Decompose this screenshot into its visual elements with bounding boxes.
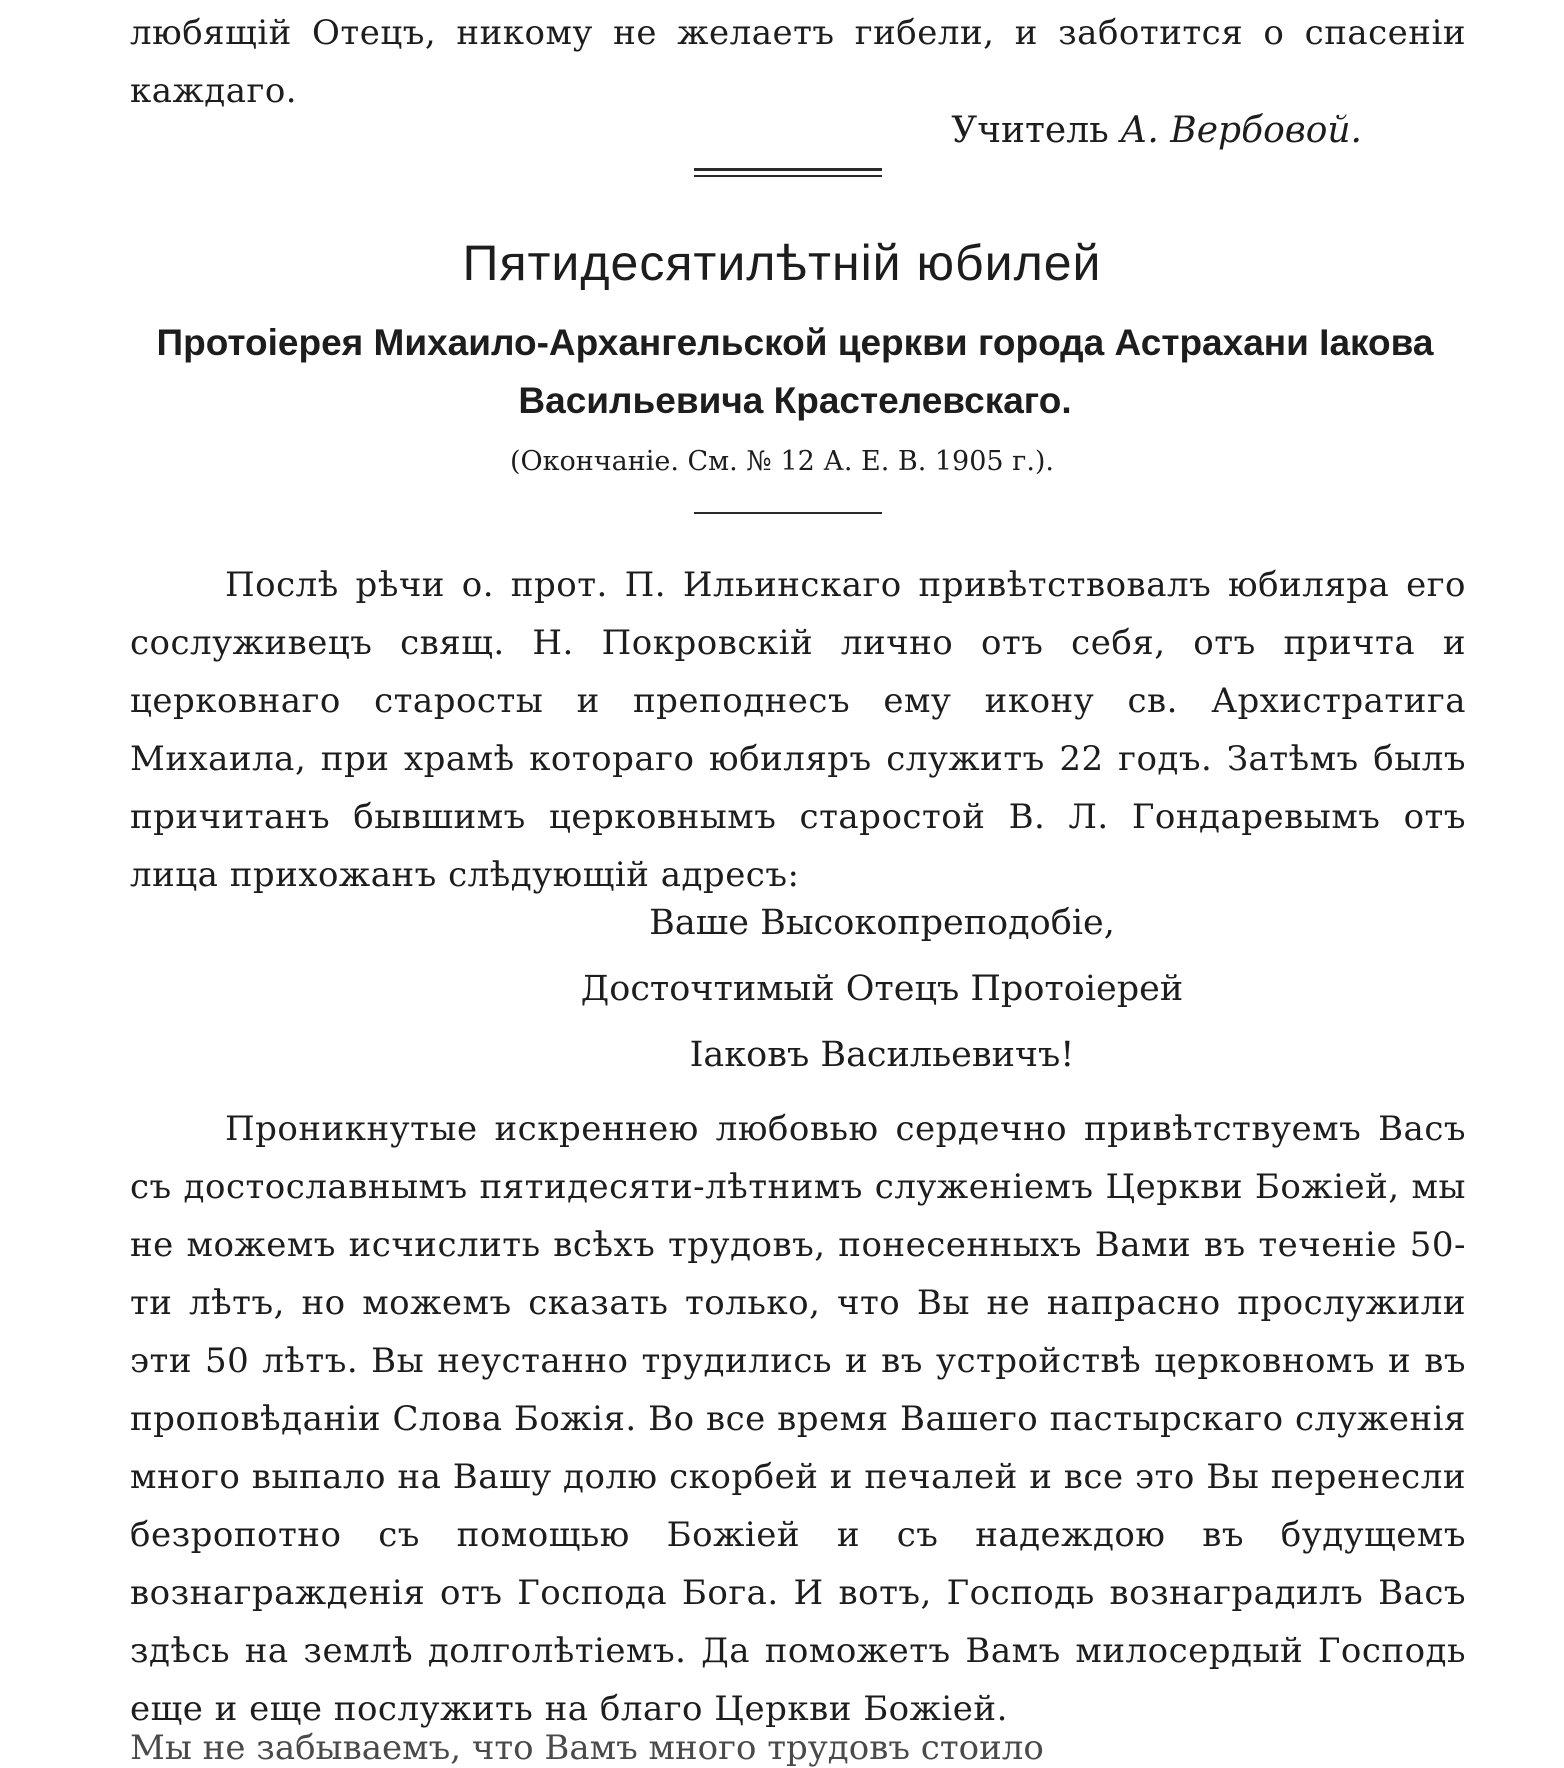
signature-name: А. Вербовой.	[1120, 110, 1362, 151]
salutation-line-1: Ваше Высокопреподобіе,	[649, 903, 1115, 943]
top-paragraph: любящій Отецъ, никому не желаетъ гибели, и заботится о спасеніи каждаго.	[130, 13, 1466, 111]
separator-rule-middle	[694, 512, 882, 514]
salutation-line-3: Іаковъ Васильевичъ!	[689, 1035, 1075, 1075]
paragraph-speech: Послѣ рѣчи о. прот. П. Ильинскаго привѣтствовалъ юбиляра его сослуживецъ свящ. Н. Покровскій лично отъ себя, отъ причта и церковнаго старосты и преподнесъ ему икону св. Архистратига Михаила, при храмѣ котораго юбиляръ служитъ 22 годъ. Затѣмъ былъ причитанъ бывшимъ церковнымъ старостой В. Л. Гондаревымъ отъ лица прихожанъ слѣдующій адресъ:	[130, 565, 1466, 895]
article-subtitle: Протоіерея Михаило-Архангельской церкви города Астрахани Іакова Васильевича Крастелевскаго.	[156, 322, 1434, 421]
signature-role: Учитель	[951, 110, 1109, 151]
separator-rule-top	[694, 168, 882, 171]
continuation-note: (Окончаніе. См. № 12 А. Е. В. 1905 г.).	[509, 446, 1055, 477]
cut-off-line: Мы не забываемъ, что Вамъ много трудовъ стоило	[130, 1728, 1044, 1768]
salutation-block	[0, 890, 1564, 1088]
article-title: Пятидесятилѣтній юбилей	[462, 235, 1102, 291]
paragraph-address: Проникнутые искреннею любовью сердечно привѣтствуемъ Васъ съ достославнымъ пятидесяти-лѣтнимъ служеніемъ Церкви Божіей, мы не можемъ исчислить всѣхъ трудовъ, понесенныхъ Вами въ теченіе 50-ти лѣтъ, но можемъ сказать только, что Вы не напрасно прослужили эти 50 лѣтъ. Вы неустанно трудились и въ устройствѣ церковномъ и въ проповѣданіи Слова Божія. Во все время Вашего пастырскаго служенія много выпало на Вашу долю скорбей и печалей и все это Вы перенесли безропотно съ помощью Божіей и съ надеждою въ будущемъ вознагражденія отъ Господа Бога. И вотъ, Господь вознаградилъ Васъ здѣсь на землѣ долголѣтіемъ. Да поможетъ Вамъ милосердый Господь еще и еще послужить на благо Церкви Божіей.	[130, 1109, 1466, 1729]
salutation-line-2: Досточтимый Отецъ Протоіерей	[580, 969, 1184, 1009]
signature	[951, 110, 1362, 151]
separator-rule-top-double	[694, 175, 882, 177]
